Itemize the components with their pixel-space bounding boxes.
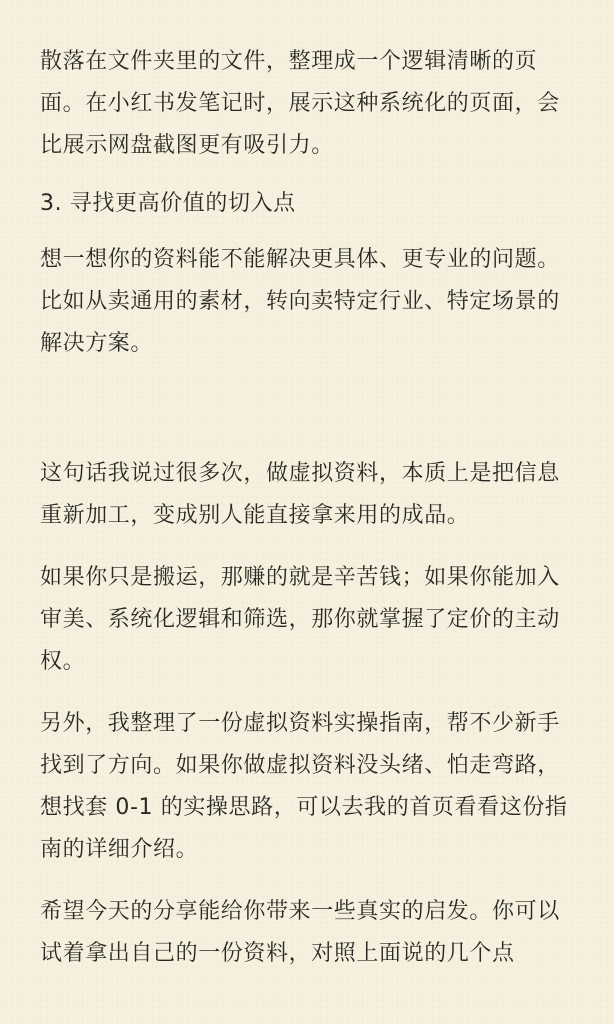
section-heading-3: 3. 寻找更高价值的切入点: [40, 191, 296, 216]
paragraph-guide-promo: 另外，我整理了一份虚拟资料实操指南，帮不少新手找到了方向。如果你做虚拟资料没头绪、怕走弯路，想找套 0-1 的实操思路，可以去我的首页看看这份指南的详细介绍。: [40, 711, 568, 862]
paragraph-pricing-power: 如果你只是搬运，那赚的就是辛苦钱；如果你能加入审美、系统化逻辑和筛选，那你就掌握了定价的主动权。: [40, 565, 560, 674]
paragraph-specific-problems: 想一想你的资料能不能解决更具体、更专业的问题。比如从卖通用的素材，转向卖特定行业、特定场景的解决方案。: [40, 247, 560, 356]
paragraph-reprocess-info: 这句话我说过很多次，做虚拟资料，本质上是把信息重新加工，变成别人能直接拿来用的成品。: [40, 461, 560, 528]
paragraph-closing: 希望今天的分享能给你带来一些真实的启发。你可以试着拿出自己的一份资料，对照上面说的几个点: [40, 899, 560, 966]
paragraph-organize-files: 散落在文件夹里的文件，整理成一个逻辑清晰的页面。在小红书发笔记时，展示这种系统化的页面，会比展示网盘截图更有吸引力。: [40, 49, 560, 158]
